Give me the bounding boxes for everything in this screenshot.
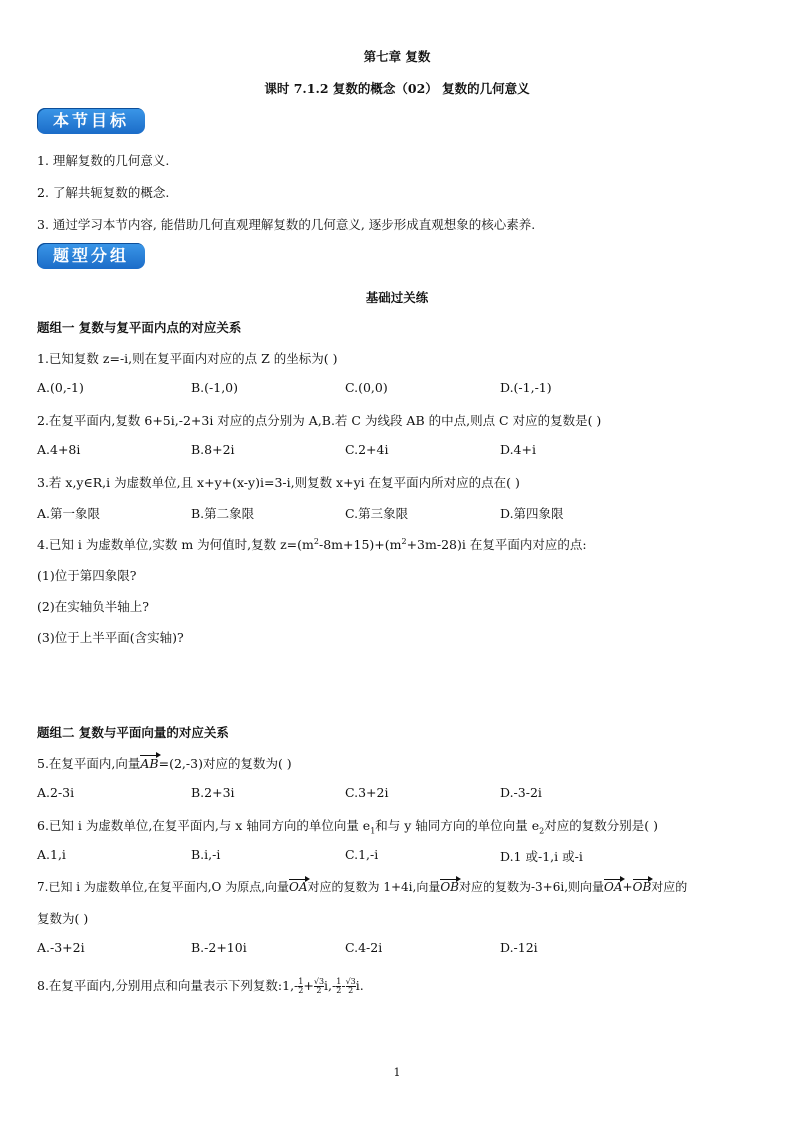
option-a: A.第一象限 — [37, 506, 101, 521]
stem-text: 对应的复数为-3+6i,则向量 — [458, 880, 605, 894]
stem-text: i. — [355, 978, 364, 993]
plus-sign: + — [303, 978, 314, 993]
numerator: √3 — [313, 977, 325, 986]
group-title: 题组一 复数与复平面内点的对应关系 — [37, 320, 242, 335]
option-b: B.8+2i — [191, 442, 235, 457]
option-a: A.2-3i — [37, 785, 75, 800]
question-stem: 2.在复平面内,复数 6+5i,-2+3i 对应的点分别为 A,B.若 C 为线段 AB 的中点,则点 C 对应的复数是( ) — [37, 413, 602, 428]
vector-ob: OB — [440, 880, 459, 894]
numerator: 1 — [336, 977, 342, 986]
question-stem — [37, 754, 292, 772]
question-stem: 3.若 x,y∈R,i 为虚数单位,且 x+y+(x-y)i=3-i,则复数 x+yi 在复平面内所对应的点在( ) — [37, 475, 520, 490]
question-stem — [37, 878, 687, 895]
stem-text: 8.在复平面内,分别用点和向量表示下列复数:1,- — [37, 978, 299, 993]
subscript: 1 — [370, 826, 376, 836]
chapter-title: 第七章 复数 — [363, 49, 431, 64]
option-b: B.i,-i — [191, 847, 221, 862]
plus-sign: + — [622, 880, 633, 894]
vector-ob: OB — [632, 880, 652, 894]
vector-oa: OA — [289, 880, 308, 894]
option-b: B.第二象限 — [191, 506, 255, 521]
stem-text: 对应的复数分别是( ) — [544, 818, 658, 833]
option-b: B.-2+10i — [191, 940, 247, 955]
option-a: A.4+8i — [37, 442, 81, 457]
stem-text: 对应的复数为 1+4i,向量 — [307, 880, 441, 894]
goal-item: 3. 通过学习本节内容, 能借助几何直观理解复数的几何意义, 逐步形成直观想象的核心素养. — [37, 217, 536, 232]
option-d: D.-3-2i — [500, 785, 542, 800]
groups-badge: 题型分组 — [37, 243, 145, 269]
option-d: D.4+i — [500, 442, 536, 457]
goal-item: 1. 理解复数的几何意义. — [37, 153, 170, 168]
option-b: B.2+3i — [191, 785, 235, 800]
stem-text: +3m-28)i 在复平面内对应的点: — [406, 537, 587, 552]
question-stem — [37, 535, 587, 553]
superscript: 2 — [313, 536, 319, 546]
minus-sign: - — [341, 978, 346, 993]
stem-text: i,- — [324, 978, 337, 993]
sub-question: (2)在实轴负半轴上? — [37, 599, 149, 614]
denominator: 2 — [298, 986, 304, 995]
goal-item: 2. 了解共轭复数的概念. — [37, 185, 170, 200]
option-d: D.-12i — [500, 940, 538, 955]
option-a: A.-3+2i — [37, 940, 85, 955]
sub-question: (1)位于第四象限? — [37, 568, 137, 583]
page-number: 1 — [393, 1066, 401, 1079]
denominator: 2 — [348, 986, 354, 995]
option-d: D.第四象限 — [500, 506, 564, 521]
numerator: 1 — [298, 977, 304, 986]
vector-ab: AB — [140, 756, 159, 771]
sub-question: (3)位于上半平面(含实轴)? — [37, 630, 184, 645]
lesson-title: 课时 7.1.2 复数的概念（02） 复数的几何意义 — [264, 81, 530, 96]
vector-oa: OA — [604, 880, 623, 894]
option-c: C.3+2i — [345, 785, 389, 800]
numerator: √3 — [345, 977, 356, 986]
stem-text: 5.在复平面内,向量 — [37, 756, 141, 771]
question-stem-cont: 复数为( ) — [37, 911, 89, 926]
stem-text: 7.已知 i 为虚数单位,在复平面内,O 为原点,向量 — [37, 880, 290, 894]
stem-text: 6.已知 i 为虚数单位,在复平面内,与 x 轴同方向的单位向量 e — [37, 818, 371, 833]
option-a: A.(0,-1) — [37, 380, 84, 395]
option-b: B.(-1,0) — [191, 380, 239, 395]
denominator: 2 — [336, 986, 342, 995]
fraction-root3-half — [314, 978, 324, 995]
option-c: C.第三象限 — [345, 506, 409, 521]
subscript: 2 — [539, 826, 545, 836]
stem-text: 4.已知 i 为虚数单位,实数 m 为何值时,复数 z=(m — [37, 537, 314, 552]
group-title: 题组二 复数与平面向量的对应关系 — [37, 725, 229, 740]
option-d: D.(-1,-1) — [500, 380, 552, 395]
option-c: C.(0,0) — [345, 380, 388, 395]
option-c: C.1,-i — [345, 847, 379, 862]
fraction-root3-half — [346, 978, 356, 995]
question-stem: 1.已知复数 z=-i,则在复平面内对应的点 Z 的坐标为( ) — [37, 351, 338, 366]
option-d: D.1 或-1,i 或-i — [500, 849, 583, 864]
stem-text: 对应的 — [651, 880, 688, 894]
stem-text: =(2,-3)对应的复数为( ) — [158, 756, 292, 771]
option-c: C.4-2i — [345, 940, 383, 955]
option-a: A.1,i — [37, 847, 66, 862]
stem-text: -8m+15)+(m — [318, 537, 402, 552]
stem-text: 和与 y 轴同方向的单位向量 e — [375, 818, 540, 833]
question-stem — [37, 816, 658, 836]
option-c: C.2+4i — [345, 442, 389, 457]
goals-badge: 本节目标 — [37, 108, 145, 134]
section-title: 基础过关练 — [365, 290, 429, 305]
question-stem — [37, 976, 364, 995]
superscript: 2 — [401, 536, 407, 546]
denominator: 2 — [316, 986, 322, 995]
